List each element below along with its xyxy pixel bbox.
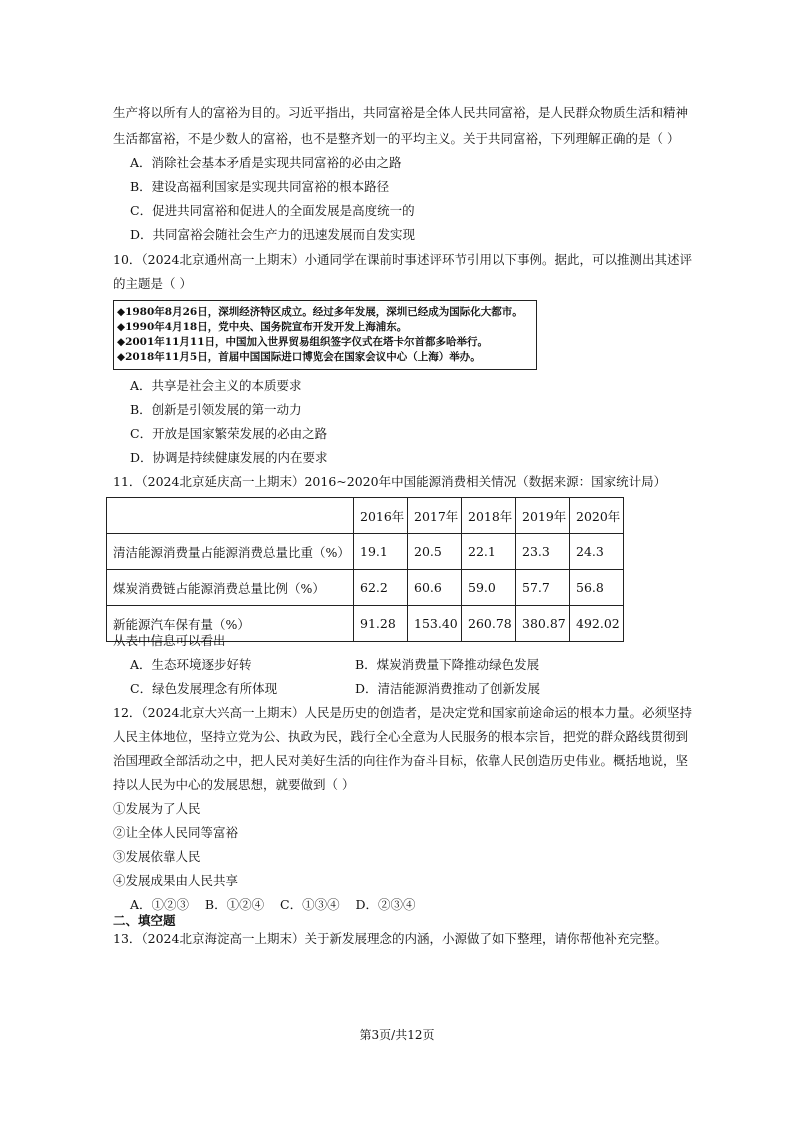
event-item: ◆1990年4月18日，党中央、国务院宣布开发开发上海浦东。	[117, 321, 408, 333]
q12-stem-line: 持以人民为中心的发展思想，就要做到（ ）	[113, 777, 355, 792]
q11-stem-line: 11．（2024北京延庆高一上期末）2016~2020年中国能源消费相关情况（数据来源：国家统计局）	[113, 474, 667, 489]
table-cell: 59.0	[462, 570, 516, 606]
table-cell: 22.1	[462, 534, 516, 570]
q12-stem-line: 治国理政全部活动之中，把人民对美好生活的向往作为奋斗目标，依靠人民创造历史伟业。概括地说，坚	[113, 753, 689, 768]
table-cell: 19.1	[354, 534, 408, 570]
q11-option-b: B．煤炭消费量下降推动绿色发展	[355, 657, 540, 672]
q12-stem-line: 12．（2024北京大兴高一上期末）人民是历史的创造者，是决定党和国家前途命运的根本力量。必须坚持	[113, 705, 692, 720]
table-row	[107, 570, 624, 606]
table-cell: 56.8	[570, 570, 624, 606]
q12-item: ②让全体人民同等富裕	[113, 825, 239, 840]
q12-stem-line: 人民主体地位，坚持立党为公、执政为民，践行全心全意为人民服务的根本宗旨，把党的群众路线贯彻到	[113, 729, 689, 744]
table-cell: 2016年	[354, 498, 408, 534]
q10-stem-line: 的主题是（ ）	[113, 276, 192, 291]
table-cell	[107, 498, 354, 534]
q10-option-b: B．创新是引领发展的第一动力	[130, 402, 302, 417]
q12-options: A．①②③ B．①②④ C．①③④ D．②③④	[130, 897, 416, 912]
table-cell: 153.40	[408, 606, 462, 642]
q9-stem-line: 生产将以所有人的富裕为目的。习近平指出，共同富裕是全体人民共同富裕，是人民群众物质生活和精神	[113, 105, 689, 120]
table-cell: 57.7	[516, 570, 570, 606]
table-cell: 2017年	[408, 498, 462, 534]
q9-option-b: B．建设高福利国家是实现共同富裕的根本路径	[130, 179, 390, 194]
event-item: ◆2018年11月5日，首届中国国际进口博览会在国家会议中心（上海）举办。	[117, 351, 481, 363]
table-cell: 煤炭消费链占能源消费总量比例（%）	[107, 570, 354, 606]
table-cell: 新能源汽车保有量（%）	[107, 606, 354, 642]
q9-option-a: A．消除社会基本矛盾是实现共同富裕的必由之路	[130, 155, 402, 170]
q11-option-a: A．生态环境逐步好转	[130, 657, 252, 672]
q11-option-d: D．清洁能源消费推动了创新发展	[355, 681, 541, 696]
table-row	[107, 534, 624, 570]
q11-after-text: 从表中信息可以看出	[113, 633, 226, 648]
table-cell: 20.5	[408, 534, 462, 570]
table-header-row	[107, 498, 624, 534]
table-cell: 清洁能源消费量占能源消费总量比重（%）	[107, 534, 354, 570]
table-cell: 2019年	[516, 498, 570, 534]
table-cell: 380.87	[516, 606, 570, 642]
table-cell: 23.3	[516, 534, 570, 570]
table-cell: 91.28	[354, 606, 408, 642]
q10-option-d: D．协调是持续健康发展的内在要求	[130, 450, 328, 465]
q9-option-d: D．共同富裕会随社会生产力的迅速发展而自发实现	[130, 227, 416, 242]
energy-table	[106, 497, 624, 642]
q12-item: ③发展依靠人民	[113, 849, 201, 864]
q9-stem-line: 生活都富裕，不是少数人的富裕，也不是整齐划一的平均主义。关于共同富裕，下列理解正确的是（ ）	[113, 131, 680, 146]
page-footer: 第3页/共12页	[359, 1028, 435, 1042]
event-item: ◆2001年11月11日，中国加入世界贸易组织签字仪式在塔卡尔首都多哈举行。	[117, 336, 489, 348]
q11-option-c: C．绿色发展理念有所体现	[130, 681, 278, 696]
table-cell: 492.02	[570, 606, 624, 642]
table-cell: 62.2	[354, 570, 408, 606]
q10-option-c: C．开放是国家繁荣发展的必由之路	[130, 426, 328, 441]
table-cell: 2018年	[462, 498, 516, 534]
event-item: ◆1980年8月26日，深圳经济特区成立。经过多年发展，深圳已经成为国际化大都市。	[117, 306, 523, 318]
table-cell: 260.78	[462, 606, 516, 642]
q10-stem-line: 10．（2024北京通州高一上期末）小通同学在课前时事述评环节引用以下事例。据此，可以推测出其述评	[113, 252, 692, 267]
table-cell: 24.3	[570, 534, 624, 570]
q12-item: ①发展为了人民	[113, 801, 201, 816]
q10-events-box	[113, 300, 537, 370]
q9-option-c: C．促进共同富裕和促进人的全面发展是高度统一的	[130, 203, 415, 218]
section-heading: 二、填空题	[113, 913, 176, 928]
q12-item: ④发展成果由人民共享	[113, 873, 239, 888]
q13-stem: 13．（2024北京海淀高一上期末）关于新发展理念的内涵，小源做了如下整理，请你帮他补充完整。	[113, 931, 667, 946]
table-cell: 60.6	[408, 570, 462, 606]
table-cell: 2020年	[570, 498, 624, 534]
q10-option-a: A．共享是社会主义的本质要求	[130, 378, 302, 393]
